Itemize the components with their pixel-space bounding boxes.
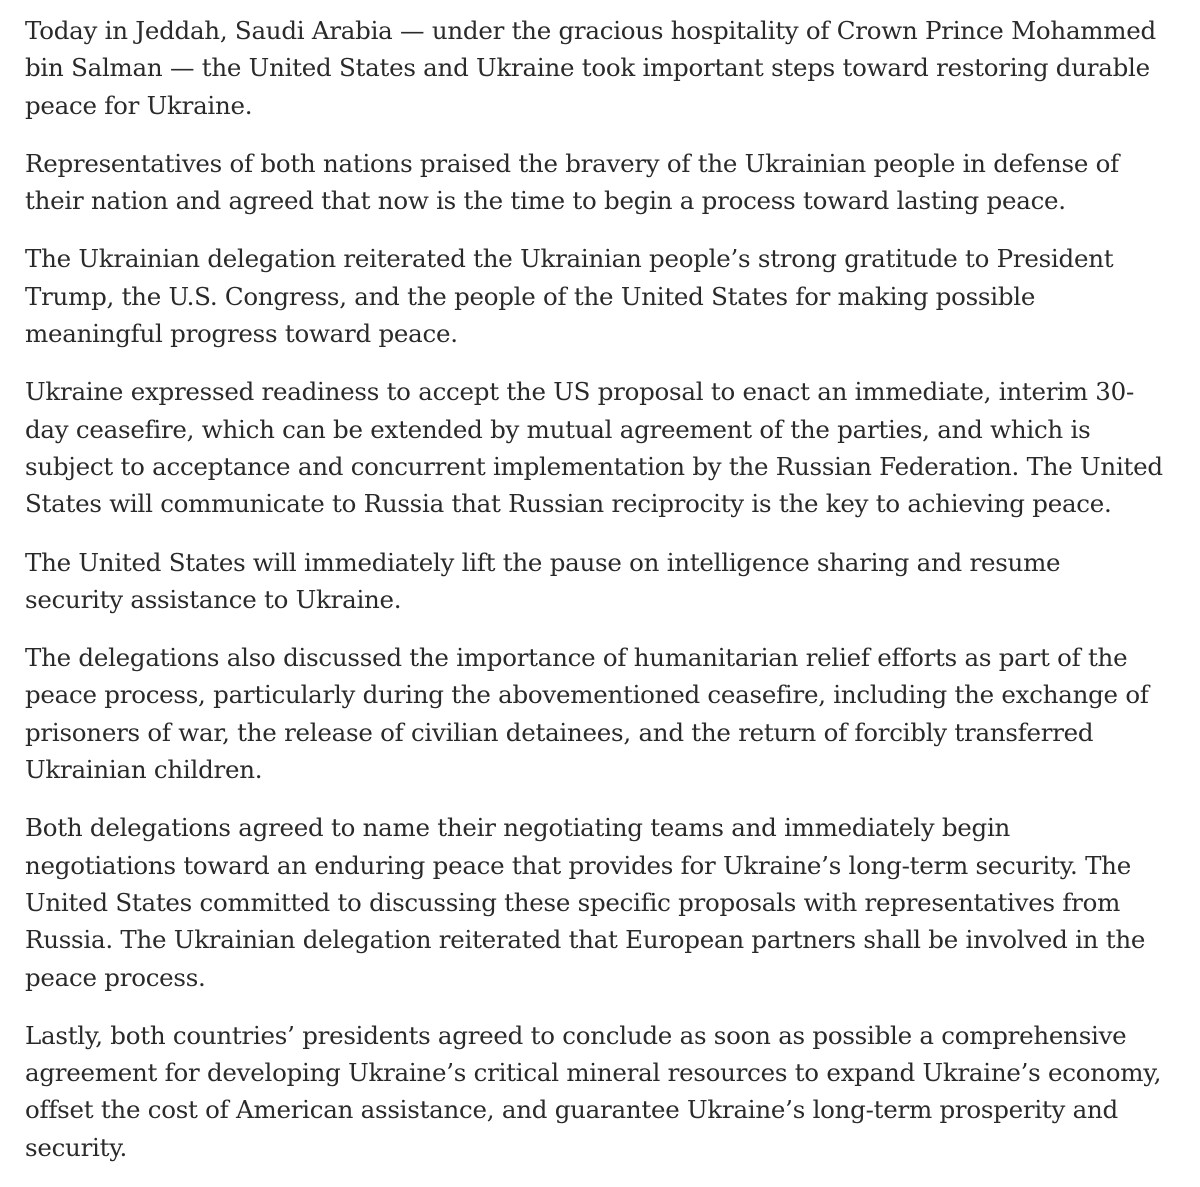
- paragraph-jeddah-talks: Today in Jeddah, Saudi Arabia — under the gracious hospitality of Crown Prince Mohammed bin Salman — the United States and Ukraine took important steps toward restoring durable peace for Ukraine.: [25, 16, 1156, 120]
- article-body: [25, 12, 1165, 1187]
- paragraph-negotiating-teams: Both delegations agreed to name their negotiating teams and immediately begin negotiations toward an enduring peace that provides for Ukraine’s long-term security. The United States committed to discussing these specific proposals with representatives from Russia. The Ukrainian delegation reiterated that European partners shall be involved in the peace process.: [25, 813, 1146, 992]
- paragraph-ceasefire: Ukraine expressed readiness to accept the US proposal to enact an immediate, interim 30-day ceasefire, which can be extended by mutual agreement of the parties, and which is subject to acceptance and concurrent implementation by the Russian Federation. The United States will communicate to Russia that Russian reciprocity is the key to achieving peace.: [25, 377, 1163, 519]
- paragraph-intelligence-sharing: The United States will immediately lift the pause on intelligence sharing and resume security assistance to Ukraine.: [25, 547, 1061, 614]
- paragraph-bravery: Representatives of both nations praised the bravery of the Ukrainian people in defense of their nation and agreed that now is the time to begin a process toward lasting peace.: [25, 148, 1119, 216]
- paragraph-humanitarian-relief: The delegations also discussed the importance of humanitarian relief efforts as part of the peace process, particularly during the abovementioned ceasefire, including the exchange of prisoners of war, the release of civilian detainees, and the return of forcibly transferred Ukrainian children.: [25, 643, 1149, 785]
- paragraph-gratitude: The Ukrainian delegation reiterated the Ukrainian people’s strong gratitude to President Trump, the U.S. Congress, and the people of the United States for making possible meaningful progress toward peace.: [25, 244, 1114, 349]
- paragraph-mineral-agreement: Lastly, both countries’ presidents agreed to conclude as soon as possible a comprehensive agreement for developing Ukraine’s critical mineral resources to expand Ukraine’s economy, offset the cost of American assistance, and guarantee Ukraine’s long-term prosperity and security.: [25, 1020, 1162, 1162]
